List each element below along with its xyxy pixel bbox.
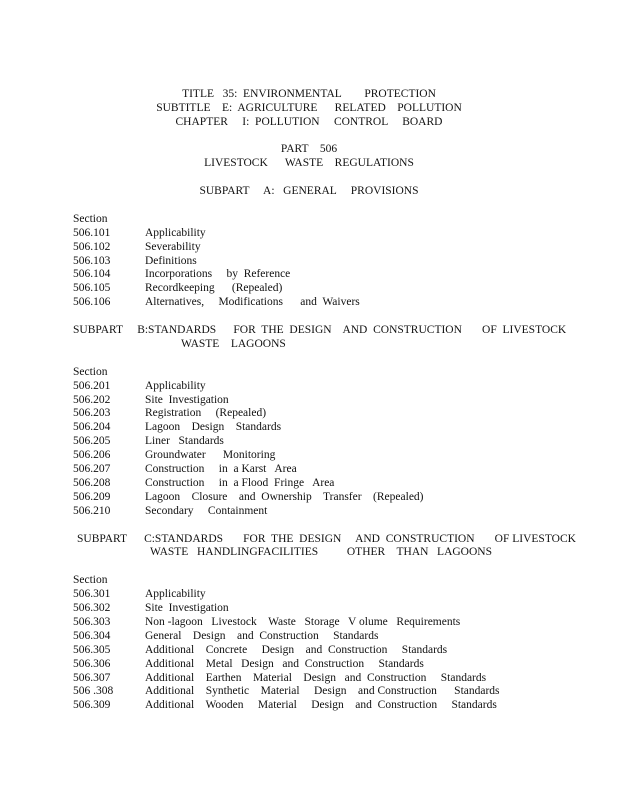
subpart-c-heading-cont: WASTE HANDLINGFACILITIES OTHER THAN LAGOONS (150, 546, 492, 558)
section-title: Groundwater Monitoring (145, 449, 276, 461)
section-title: Additional Synthetic Material Design and Construction Standards (145, 685, 500, 697)
section-number: 506.104 (73, 268, 111, 280)
section-number: 506.209 (73, 491, 111, 503)
section-title: General Design and Construction Standards (145, 630, 379, 642)
section-number: 506.204 (73, 421, 111, 433)
section-number: 506.306 (73, 658, 111, 670)
section-number: 506.206 (73, 449, 111, 461)
section-title: Recordkeeping (Repealed) (145, 282, 283, 294)
section-title: Additional Metal Design and Construction Standards (145, 658, 424, 670)
section-title: Registration (Repealed) (145, 407, 267, 419)
section-number: 506.305 (73, 644, 111, 656)
section-number: 506.203 (73, 407, 111, 419)
section-number: 506.304 (73, 630, 111, 642)
part-line: PART 506 (280, 143, 338, 155)
section-title: Site Investigation (145, 602, 229, 614)
section-number: 506.303 (73, 616, 111, 628)
section-title: Severability (145, 241, 201, 253)
section-number: 506.309 (73, 699, 111, 711)
section-title: Construction in a Flood Fringe Area (145, 477, 335, 489)
subpart-a-heading: SUBPART A: GENERAL PROVISIONS (199, 185, 419, 197)
section-title: Non -lagoon Livestock Waste Storage V olume Requirements (145, 616, 461, 628)
section-title: Additional Concrete Design and Construction Standards (145, 644, 448, 656)
section-number: 506.208 (73, 477, 111, 489)
section-number: 506.101 (73, 227, 111, 239)
section-number: 506.106 (73, 296, 111, 308)
section-number: 506.102 (73, 241, 111, 253)
section-number: 506.105 (73, 282, 111, 294)
subpart-b-heading: SUBPART B:STANDARDS FOR THE DESIGN AND CONSTRUCTION OF LIVESTOCK (73, 324, 567, 336)
section-title: Secondary Containment (145, 505, 268, 517)
section-title: Lagoon Closure and Ownership Transfer (Repealed) (145, 491, 424, 503)
section-title: Additional Earthen Material Design and Construction Standards (145, 672, 487, 684)
section-title: Applicability (145, 227, 206, 239)
part-name-line: LIVESTOCK WASTE REGULATIONS (204, 157, 414, 169)
section-number: 506.307 (73, 672, 111, 684)
title-line: TITLE 35: ENVIRONMENTAL PROTECTION (182, 88, 436, 100)
section-number: 506.210 (73, 505, 111, 517)
section-title: Definitions (145, 255, 197, 267)
section-number: 506.103 (73, 255, 111, 267)
subpart-c-heading: SUBPART C:STANDARDS FOR THE DESIGN AND CONSTRUCTION OF LIVESTOCK (77, 533, 576, 545)
section-number: 506.302 (73, 602, 111, 614)
section-title: Lagoon Design Standards (145, 421, 282, 433)
section-title: Applicability (145, 380, 206, 392)
section-title: Applicability (145, 588, 206, 600)
chapter-line: CHAPTER I: POLLUTION CONTROL BOARD (175, 116, 443, 128)
section-title: Alternatives, Modifications and Waivers (145, 296, 360, 308)
section-label: Section (73, 213, 108, 225)
section-number: 506.207 (73, 463, 111, 475)
section-title: Liner Standards (145, 435, 224, 447)
section-title: Incorporations by Reference (145, 268, 291, 280)
section-number: 506.301 (73, 588, 111, 600)
section-number: 506 .308 (73, 685, 114, 697)
section-number: 506.205 (73, 435, 111, 447)
subpart-b-heading-cont: WASTE LAGOONS (181, 338, 286, 350)
section-title: Site Investigation (145, 394, 229, 406)
section-title: Construction in a Karst Area (145, 463, 297, 475)
section-title: Additional Wooden Material Design and Construction Standards (145, 699, 497, 711)
section-label: Section (73, 366, 108, 378)
section-number: 506.201 (73, 380, 111, 392)
section-label: Section (73, 574, 108, 586)
subtitle-line: SUBTITLE E: AGRICULTURE RELATED POLLUTION (156, 102, 462, 114)
section-number: 506.202 (73, 394, 111, 406)
